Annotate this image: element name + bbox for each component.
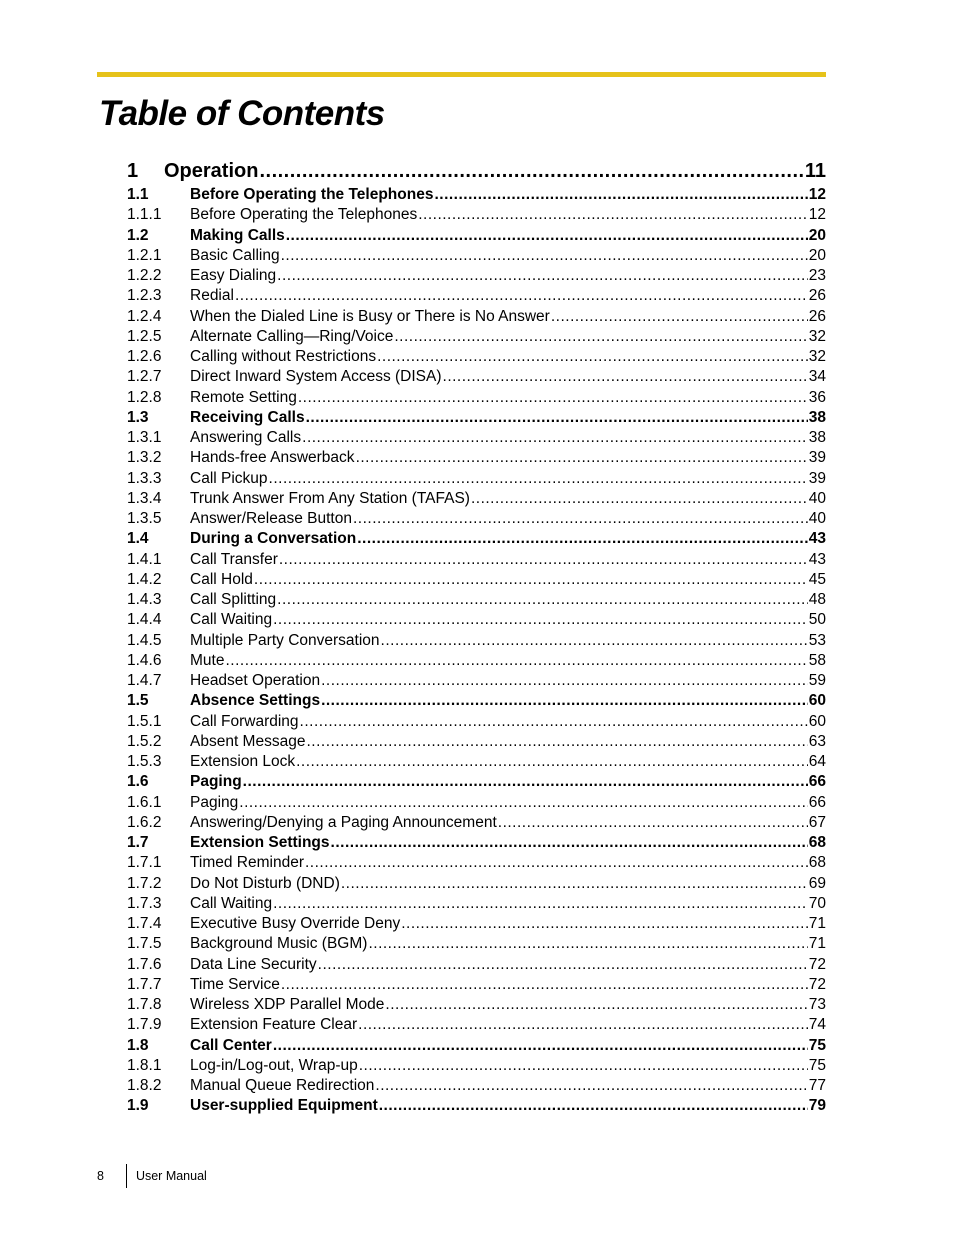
dot-leader [273,1036,808,1056]
entry-label: Easy Dialing [190,267,277,284]
dot-leader [375,1076,807,1096]
toc-section-entry[interactable] [127,529,826,549]
toc-subsection-entry[interactable] [127,367,826,387]
entry-page: 71 [808,915,826,932]
toc-subsection-entry[interactable] [127,307,826,327]
entry-page: 72 [808,975,826,993]
entry-label: Mute [190,651,225,669]
dot-leader [356,448,808,468]
entry-number: 1.7.8 [127,996,162,1013]
entry-number: 1.4.5 [127,631,162,649]
toc-subsection-entry[interactable] [127,853,826,873]
entry-page: 70 [808,894,826,912]
toc-subsection-entry[interactable] [127,246,826,266]
entry-number: 1.4.7 [127,672,162,689]
entry-number: 1.3.1 [127,429,162,446]
entry-label: Executive Busy Override Deny [190,915,401,932]
entry-label: Remote Setting [190,388,297,406]
entry-number: 1.5.3 [127,753,162,770]
entry-number: 1.4.3 [127,591,162,608]
dot-leader [358,1015,808,1035]
dot-leader [254,570,808,590]
dot-leader [259,160,803,183]
toc-subsection-entry[interactable] [127,671,826,691]
toc-subsection-entry[interactable] [127,550,826,570]
entry-label: Absence Settings [190,692,321,710]
entry-number: 1.2.5 [127,327,162,345]
entry-number: 1.3.5 [127,510,162,527]
entry-number: 1.8.1 [127,1056,162,1074]
dot-leader [353,509,808,529]
dot-leader [273,610,808,630]
entry-page: 38 [808,408,826,426]
toc-section-entry[interactable] [127,691,826,711]
dot-leader [277,266,808,286]
toc-subsection-entry[interactable] [127,570,826,590]
entry-number: 1.5.2 [127,732,162,750]
entry-page: 60 [808,712,826,730]
toc-subsection-entry[interactable] [127,266,826,286]
toc-section-entry[interactable] [127,1036,826,1056]
entry-label: Direct Inward System Access (DISA) [190,368,442,386]
entry-page: 12 [808,186,826,203]
dot-leader [321,691,808,711]
entry-label: Log-in/Log-out, Wrap-up [190,1056,358,1074]
entry-page: 66 [808,773,826,791]
entry-number: 1.2.7 [127,368,162,386]
entry-number: 1.3.4 [127,489,162,507]
dot-leader [357,529,808,549]
entry-number: 1.4.6 [127,651,162,669]
entry-label: Extension Settings [190,834,330,851]
toc-subsection-entry[interactable] [127,286,826,306]
entry-label: Redial [190,287,234,305]
entry-number: 1.7.2 [127,874,162,892]
dot-leader [331,833,808,853]
dot-leader [281,975,808,995]
footer-page-number: 8 [97,1169,104,1183]
entry-label: Making Calls [190,226,285,244]
toc-subsection-entry[interactable] [127,590,826,610]
entry-page: 72 [808,955,826,973]
dot-leader [381,631,808,651]
toc-subsection-entry[interactable] [127,1015,826,1035]
entry-page: 39 [808,469,826,487]
toc-subsection-entry[interactable] [127,793,826,813]
entry-number: 1.9 [127,1097,149,1115]
dot-leader [281,246,808,266]
entry-page: 74 [808,1016,826,1034]
entry-number: 1.2.1 [127,246,162,264]
entry-number: 1.2.2 [127,267,162,284]
entry-page: 64 [808,753,826,770]
toc-subsection-entry[interactable] [127,914,826,934]
entry-page: 58 [808,651,826,669]
entry-label: Time Service [190,975,280,993]
entry-label: During a Conversation [190,530,357,548]
entry-label: Call Transfer [190,550,278,568]
entry-label: Timed Reminder [190,854,304,872]
dot-leader [302,428,808,448]
toc-section-entry[interactable] [127,1096,826,1116]
entry-page: 73 [808,996,826,1013]
entry-label: Answering Calls [190,429,302,446]
entry-page: 43 [808,550,826,568]
toc-section-entry[interactable] [127,408,826,428]
entry-page: 45 [808,570,826,588]
toc-list [127,185,826,1117]
dot-leader [318,955,808,975]
toc-subsection-entry[interactable] [127,955,826,975]
entry-label: Calling without Restrictions [190,348,377,365]
toc-subsection-entry[interactable] [127,388,826,408]
toc-section-entry[interactable] [127,772,826,792]
toc-subsection-entry[interactable] [127,205,826,225]
entry-label: Call Center [190,1036,272,1054]
toc-subsection-entry[interactable] [127,995,826,1015]
entry-page: 75 [808,1056,826,1074]
entry-page: 53 [808,631,826,649]
entry-page: 43 [808,530,826,548]
entry-label: Extension Lock [190,753,296,770]
dot-leader [377,347,808,367]
entry-number: 1.2.3 [127,287,162,305]
entry-number: 1.2 [127,226,149,244]
dot-leader [306,732,807,752]
entry-number: 1.3.3 [127,469,162,487]
entry-page: 71 [808,935,826,953]
entry-number: 1.7.4 [127,915,162,932]
entry-number: 1.2.8 [127,388,162,406]
chapter-number: 1 [127,160,139,182]
entry-label: Call Hold [190,570,253,588]
entry-label: Background Music (BGM) [190,935,368,953]
footer-doc-name: User Manual [135,1169,207,1183]
entry-page: 75 [808,1036,826,1054]
entry-label: Call Forwarding [190,712,299,730]
entry-label: Paging [190,773,242,791]
entry-label: Before Operating the Telephones [190,206,418,224]
dot-leader [243,772,808,792]
dot-leader [321,671,808,691]
toc-subsection-entry[interactable] [127,347,826,367]
entry-page: 59 [808,672,826,689]
entry-label: Do Not Disturb (DND) [190,874,340,892]
toc-subsection-entry[interactable] [127,732,826,752]
dot-leader [239,793,807,813]
entry-number: 1.7.6 [127,955,162,973]
entry-page: 79 [808,1097,826,1115]
entry-label: Answer/Release Button [190,510,352,527]
dot-leader [305,853,808,873]
dot-leader [235,286,808,306]
dot-leader [277,590,808,610]
entry-label: When the Dialed Line is Busy or There is No Answer [190,307,550,325]
entry-label: Call Splitting [190,591,277,608]
entry-page: 60 [808,692,826,710]
chapter-label: Operation [164,160,259,182]
dot-leader [286,226,808,246]
entry-page: 20 [808,246,826,264]
dot-leader [434,185,807,205]
entry-label: Wireless XDP Parallel Mode [190,996,385,1013]
toc-subsection-entry[interactable] [127,651,826,671]
toc-subsection-entry[interactable] [127,894,826,914]
entry-label: Trunk Answer From Any Station (TAFAS) [190,489,470,507]
toc-subsection-entry[interactable] [127,469,826,489]
toc-section-entry[interactable] [127,185,826,205]
toc-subsection-entry[interactable] [127,489,826,509]
entry-number: 1.7.7 [127,975,162,993]
toc-subsection-entry[interactable] [127,934,826,954]
entry-number: 1.1 [127,186,149,203]
entry-page: 32 [808,327,826,345]
entry-page: 63 [808,732,826,750]
dot-leader [306,408,808,428]
dot-leader [443,367,808,387]
toc-subsection-entry[interactable] [127,975,826,995]
entry-number: 1.4.1 [127,550,162,568]
entry-label: Basic Calling [190,246,280,264]
entry-page: 68 [808,834,826,851]
entry-label: Data Line Security [190,955,317,973]
footer-divider [126,1164,127,1188]
entry-page: 66 [808,793,826,811]
entry-label: Call Pickup [190,469,268,487]
toc-subsection-entry[interactable] [127,631,826,651]
entry-number: 1.3 [127,408,149,426]
entry-label: Manual Queue Redirection [190,1077,375,1094]
entry-page: 36 [808,388,826,406]
header-rule [97,72,826,77]
entry-number: 1.6 [127,773,149,791]
entry-number: 1.6.1 [127,793,162,811]
entry-label: Call Waiting [190,611,273,629]
toc-subsection-entry[interactable] [127,509,826,529]
page-footer [97,1164,207,1188]
entry-page: 26 [808,287,826,305]
entry-page: 23 [808,267,826,284]
entry-page: 69 [808,874,826,892]
entry-number: 1.4 [127,530,149,548]
entry-number: 1.4.2 [127,570,162,588]
entry-label: Absent Message [190,732,306,750]
toc-subsection-entry[interactable] [127,428,826,448]
entry-number: 1.2.6 [127,348,162,365]
toc-subsection-entry[interactable] [127,610,826,630]
entry-number: 1.7.3 [127,894,162,912]
entry-page: 26 [808,307,826,325]
entry-number: 1.7.1 [127,854,162,872]
toc-subsection-entry[interactable] [127,752,826,772]
dot-leader [379,1096,808,1116]
entry-number: 1.4.4 [127,611,162,629]
chapter-page: 11 [804,160,826,182]
dot-leader [273,894,808,914]
toc-subsection-entry[interactable] [127,874,826,894]
entry-page: 12 [808,206,826,224]
entry-number: 1.8.2 [127,1077,162,1094]
entry-number: 1.2.4 [127,307,162,325]
toc-subsection-entry[interactable] [127,327,826,347]
entry-number: 1.7.9 [127,1016,162,1034]
entry-page: 40 [808,510,826,527]
entry-number: 1.8 [127,1036,149,1054]
dot-leader [359,1056,808,1076]
dot-leader [225,651,807,671]
entry-number: 1.1.1 [127,206,162,224]
entry-label: Extension Feature Clear [190,1016,358,1034]
dot-leader [394,327,807,347]
entry-page: 67 [808,813,826,831]
entry-page: 48 [808,591,826,608]
entry-number: 1.5.1 [127,712,162,730]
entry-page: 50 [808,611,826,629]
entry-number: 1.7.5 [127,935,162,953]
entry-page: 68 [808,854,826,872]
entry-label: Alternate Calling—Ring/Voice [190,327,394,345]
dot-leader [385,995,807,1015]
entry-label: Headset Operation [190,672,321,689]
dot-leader [300,712,808,732]
entry-page: 20 [808,226,826,244]
toc-section-entry[interactable] [127,226,826,246]
page-title: Table of Contents [99,94,385,133]
dot-leader [341,874,808,894]
entry-number: 1.6.2 [127,813,162,831]
entry-label: User-supplied Equipment [190,1097,378,1115]
entry-page: 32 [808,348,826,365]
entry-number: 1.3.2 [127,449,162,467]
entry-page: 40 [808,489,826,507]
entry-label: Paging [190,793,239,811]
dot-leader [551,307,808,327]
entry-page: 77 [808,1077,826,1094]
dot-leader [269,469,808,489]
toc-subsection-entry[interactable] [127,1076,826,1096]
entry-label: Before Operating the Telephones [190,186,434,203]
entry-label: Multiple Party Conversation [190,631,380,649]
entry-page: 38 [808,429,826,446]
entry-label: Receiving Calls [190,408,305,426]
entry-page: 39 [808,449,826,467]
toc-subsection-entry[interactable] [127,712,826,732]
dot-leader [418,205,808,225]
toc-chapter-1[interactable] [127,160,826,186]
toc-subsection-entry[interactable] [127,1056,826,1076]
toc-section-entry[interactable] [127,833,826,853]
dot-leader [296,752,808,772]
dot-leader [471,489,808,509]
entry-number: 1.7 [127,834,149,851]
entry-page: 34 [808,368,826,386]
dot-leader [298,388,808,408]
toc-subsection-entry[interactable] [127,448,826,468]
dot-leader [498,813,808,833]
dot-leader [401,914,808,934]
toc-subsection-entry[interactable] [127,813,826,833]
dot-leader [279,550,808,570]
entry-number: 1.5 [127,692,149,710]
entry-label: Hands-free Answerback [190,449,355,467]
entry-label: Call Waiting [190,894,273,912]
dot-leader [368,934,807,954]
entry-label: Answering/Denying a Paging Announcement [190,813,497,831]
